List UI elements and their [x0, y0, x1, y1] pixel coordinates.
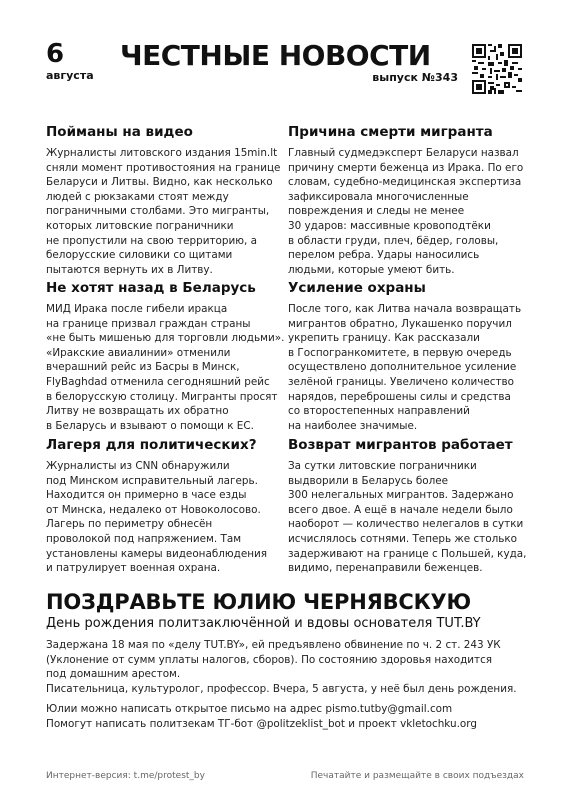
- congrats-body: Задержана 18 мая по «делу TUT.BY», ей предъявлено обвинение по ч. 2 ст. 243 УК (Уклонение от сумм уплаты налогов, сборов). По состоянию здоровья находится под домашним арестом. Писательница, культуролог, профессор. Вчера, 5 августа, у неё был день рождения. Юлии можно написать открытое письмо на адрес pismo.tutby@gmail.com Помогут написать политзекам ТГ-бот @politzeklist_bot и проект vkletochku.org: [46, 638, 526, 732]
- article-political-camps: [46, 437, 284, 576]
- article-title: Причина смерти мигранта: [288, 124, 493, 140]
- article-title: Возврат мигрантов работает: [288, 437, 513, 453]
- congratulation-section: [46, 589, 526, 732]
- congrats-title: ПОЗДРАВЬТЕ ЮЛИЮ ЧЕРНЯВСКУЮ: [46, 590, 471, 614]
- article-body: Журналисты из CNN обнаружили под Минском исправительный лагерь. Находится он примерно в часе езды от Минска, недалеко от Новоколосово. Лагерь по периметру обнесён проволокой под напряжением. Там установлены камеры видеонаблюдения и патрулирует военная охрана.: [46, 460, 268, 575]
- article-body: За сутки литовские пограничники выдворили в Беларусь более 300 нелегальных мигрантов. Задержано всего двое. А ещё в начале недели было наоборот — количество нелегалов в сутки исчислялось сотнями. Теперь же столько задерживают на границе с Польшей, куда, видимо, перенаправили беженцев.: [288, 460, 527, 575]
- contact-bot-line[interactable]: Помогут написать политзекам ТГ-бот @politzeklist_bot и проект vkletochku.org: [46, 717, 477, 730]
- article-body: МИД Ирака после гибели иракца на границе призвал граждан страны «не быть мишенью для торговли людьми». «Иракские авиалинии» отменили вчерашний рейс из Басры в Минск, FlyBaghdad отменила сегодняшний рейс в белорусскую столицу. Мигранты просят Литву не возвращать их обратно в Беларусь и взывают о помощи к ЕС.: [46, 303, 285, 432]
- congrats-subtitle: День рождения политзаключённой и вдовы основателя TUT.BY: [46, 616, 481, 631]
- print-note: Печатайте и размещайте в своих подъездах: [310, 771, 524, 781]
- article-title: Не хотят назад в Беларусь: [46, 280, 256, 296]
- masthead: [46, 40, 522, 90]
- article-migrant-returns: [288, 437, 526, 576]
- issue-month: августа: [46, 69, 94, 82]
- issue-day: 6: [46, 39, 65, 69]
- article-title: Усиление охраны: [288, 280, 426, 296]
- qr-code-icon[interactable]: [472, 44, 522, 94]
- article-body: После того, как Литва начала возвращать мигрантов обратно, Лукашенко поручил укрепить границу. Как рассказали в Госпогранкомитете, в первую очередь осуществлено дополнительное усиление зелёной границы. Увеличено количество нарядов, переброшены силы и средства со второстепенных направлений на наиболее значимые.: [288, 303, 522, 432]
- article-border-reinforcement: [288, 280, 526, 433]
- article-dont-want-back: [46, 280, 284, 433]
- article-caught-on-video: [46, 124, 284, 277]
- article-title: Пойманы на видео: [46, 124, 193, 140]
- article-body: Главный судмедэксперт Беларуси назвал причину смерти беженца из Ирака. По его словам, судебно-медицинская экспертиза зафиксировала многочисленные повреждения и следы не менее 30 ударов: массивные кровоподтёки в области груди, плеч, бёдер, головы, перелом ребра. Удары наносились людьми, которые умеют бить.: [288, 147, 524, 276]
- web-version-link[interactable]: Интернет-версия: t.me/protest_by: [46, 771, 205, 781]
- issue-number: выпуск №343: [372, 71, 458, 84]
- article-cause-of-death: [288, 124, 526, 277]
- article-title: Лагеря для политических?: [46, 437, 257, 453]
- newspaper-title: ЧЕСТНЫЕ НОВОСТИ: [120, 39, 431, 72]
- article-body: Журналисты литовского издания 15min.lt сняли момент противостояния на границе Беларуси и Литвы. Видно, как несколько людей с рюкзаками стоят между пограничными столбами. Это мигранты, которых литовские пограничники не пропустили на свою территорию, а белорусские силовики со щитами пытаются вернуть их в Литву.: [46, 147, 281, 276]
- contact-email-line[interactable]: Юлии можно написать открытое письмо на адрес pismo.tutby@gmail.com: [46, 703, 453, 716]
